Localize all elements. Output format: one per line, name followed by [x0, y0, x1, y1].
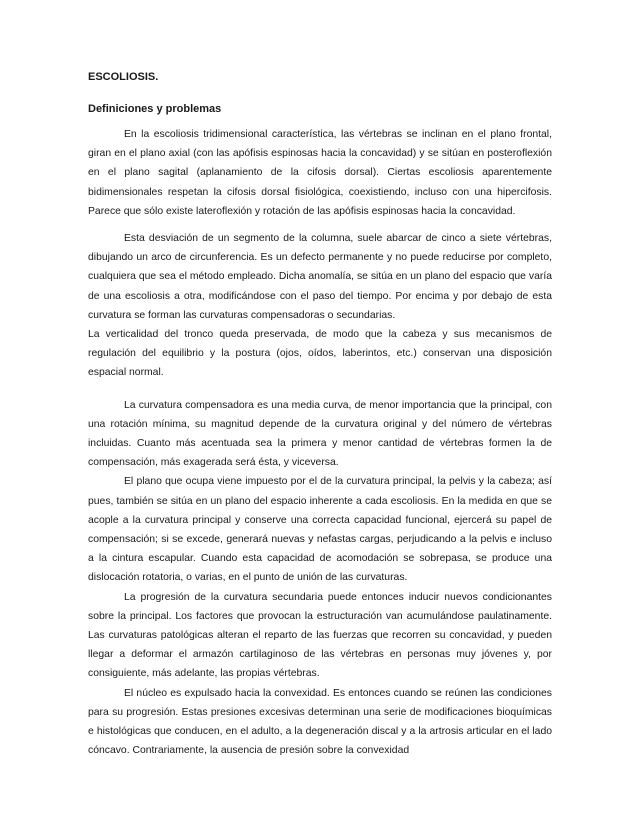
- document-body: [88, 125, 552, 761]
- paragraph-5: El plano que ocupa viene impuesto por el de la curvatura principal, la pelvis y la cabeza; así pues, también se sitúa en un plano del espacio inherente a cada escoliosis. En la medida en que se acople a la curvatura principal y conserve una correcta capacidad funcional, ejercerá su papel de compensación; si se excede, generará nuevas y nefastas cargas, perjudicando a la pelvis e incluso a la cintura escapular. Cuando esta capacidad de acomodación se sobrepasa, se produce una dislocación rotatoria, o varias, en el punto de unión de las curvaturas.: [88, 476, 552, 584]
- paragraph-4: La curvatura compensadora es una media curva, de menor importancia que la principal, con una rotación mínima, su magnitud depende de la curvatura original y del número de vértebras incluidas. Cuanto más acentuada sea la primera y menor cantidad de vértebras formen la de compensación, más exagerada será ésta, y viceversa.: [88, 399, 552, 469]
- paragraph-7: El núcleo es expulsado hacia la convexidad. Es entonces cuando se reúnen las condiciones para su progresión. Estas presiones excesivas determinan una serie de modificaciones bioquímicas e histológicas que conducen, en el adulto, a la degeneración discal y a la artrosis articular en el lado cóncavo. Contrariamente, la ausencia de presión sobre la convexidad: [88, 687, 552, 757]
- paragraph-2: Esta desviación de un segmento de la columna, suele abarcar de cinco a siete vértebras, dibujando un arco de circunferencia. Es un defecto permanente y no puede reducirse por completo, cualquiera que sea el método empleado. Dicha anomalía, se sitúa en un plano del espacio que varía de una escoliosis a otra, modificándose con el paso del tiempo. Por encima y por debajo de esta curvatura se forman las curvaturas compensadoras o secundarias.: [88, 233, 552, 321]
- section-heading: Definiciones y problemas: [88, 103, 222, 115]
- document-title: ESCOLIOSIS.: [88, 71, 159, 83]
- paragraph-6: La progresión de la curvatura secundaria puede entonces inducir nuevos condicionantes sobre la principal. Los factores que provocan la estructuración van acumulándose paulatinamente. Las curvaturas patológicas alteran el reparto de las fuerzas que recorren su concavidad, y pueden llegar a deformar el armazón cartilaginoso de las vértebras en personas muy jóvenes y, por consiguiente, más adelante, las propias vértebras.: [88, 591, 552, 680]
- paragraph-3: La verticalidad del tronco queda preservada, de modo que la cabeza y sus mecanismos de regulación del equilibrio y la postura (ojos, oídos, laberintos, etc.) conservan una disposición espacial normal.: [88, 329, 552, 379]
- paragraph-1: En la escoliosis tridimensional característica, las vértebras se inclinan en el plano frontal, giran en el plano axial (con las apófisis espinosas hacia la concavidad) y se sitúan en posteroflexión en el plano sagital (aplanamiento de la cifosis dorsal). Ciertas escoliosis aparentemente bidimensionales respetan la cifosis dorsal fisiológica, coexistiendo, incluso con una hipercifosis. Parece que sólo existe lateroflexión y rotación de las apófisis espinosas hacia la concavidad.: [88, 129, 552, 217]
